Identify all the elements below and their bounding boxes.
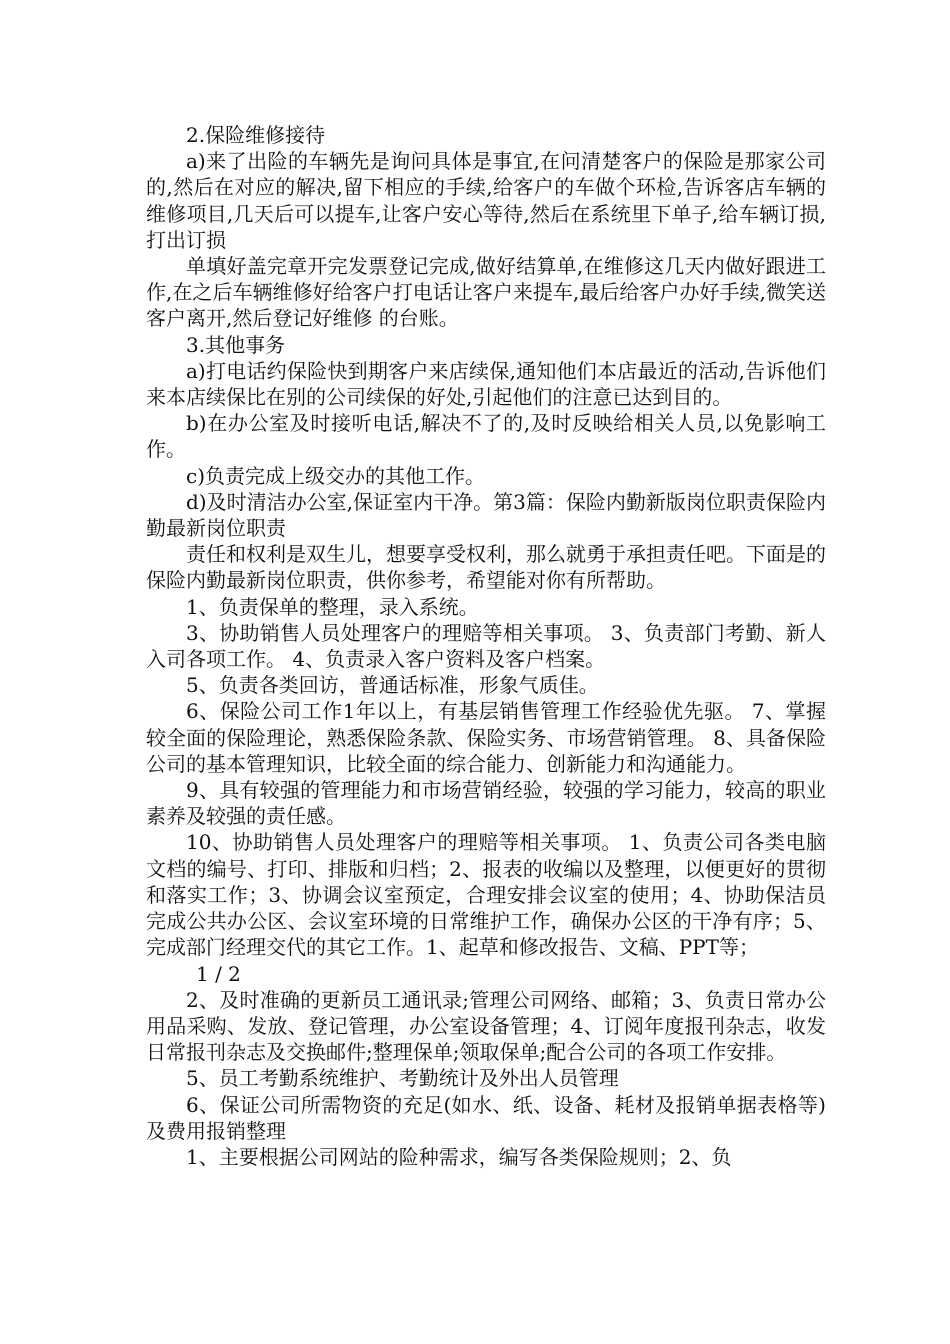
paragraph-other-b: b)在办公室及时接听电话,解决不了的,及时反映给相关人员,以免影响工作。 [146,411,826,462]
paragraph-duty-9: 9、具有较强的管理能力和市场营销经验，较强的学习能力，较高的职业素养及较强的责任感。 [146,778,826,829]
paragraph-admin-2: 2、及时准确的更新员工通讯录;管理公司网络、邮箱；3、负责日常办公用品采购、发放、登记管理，办公室设备管理；4、订阅年度报刊杂志，收发日常报刊杂志及交换邮件;整理保单;领取保单;配合公司的各项工作安排。 [146,987,826,1065]
paragraph-duty-3: 3、协助销售人员处理客户的理赔等相关事项。 3、负责部门考勤、新人入司各项工作。 4、负责录入客户资料及客户档案。 [146,620,826,672]
paragraph-duty-6: 6、保险公司工作1年以上，有基层销售管理工作经验优先驱。 7、掌握较全面的保险理论，熟悉保险条款、保险实务、市场营销管理。 8、具备保险公司的基本管理知识，比较全面的综合能力、创新能力和沟通能力。 [146,699,826,776]
document-body [146,122,826,1170]
paragraph-rules-1: 1、主要根据公司网站的险种需求，编写各类保险规则；2、负 [186,1144,732,1169]
paragraph-duty-5: 5、负责各类回访，普通话标准，形象气质佳。 [186,673,599,698]
paragraph-admin-6: 6、保证公司所需物资的充足(如水、纸、设备、耗材及报销单据表格等)及费用报销整理 [146,1092,826,1143]
paragraph-admin-5: 5、员工考勤系统维护、考勤统计及外出人员管理 [186,1066,619,1091]
paragraph-duty-10: 10、协助销售人员处理客户的理赔等相关事项。 1、负责公司各类电脑文档的编号、打印、排版和归档；2、报表的收编以及整理，以便更好的贯彻和落实工作；3、协调会议室预定，合理安排会议室的使用；4、协助保洁员完成公共办公区、会议室环境的日常维护工作，确保办公区的干净有序；5、完成部门经理交代的其它工作。1、起草和修改报告、文稿、PPT等； [146,830,826,960]
paragraph-maintenance-continued: 单填好盖完章开完发票登记完成,做好结算单,在维修这几天内做好跟进工作,在之后车辆维修好给客户打电话让客户来提车,最后给客户办好手续,微笑送客户离开,然后登记好维修 的台账。 [146,254,826,331]
paragraph-other-c: c)负责完成上级交办的其他工作。 [186,463,486,488]
paragraph-other-d: d)及时清洁办公室,保证室内干净。第3篇：保险内勤新版岗位职责保险内勤最新岗位职责 [146,489,826,541]
paragraph-intro: 责任和权利是双生儿，想要享受权利，那么就勇于承担责任吧。下面是的保险内勤最新岗位职责，供你参考，希望能对你有所帮助。 [146,542,826,593]
paragraph-duty-1: 1、负责保单的整理，录入系统。 [186,594,479,619]
section-heading-other-affairs: 3.其他事务 [186,332,286,357]
paragraph-maintenance-a: a)来了出险的车辆先是询问具体是事宜,在问清楚客户的保险是那家公司的,然后在对应的解决,留下相应的手续,给客户的车做个环检,告诉客店车辆的维修项目,几天后可以提车,让客户安心等待,然后在系统里下单子,给车辆订损,打出订损 [146,149,826,252]
section-heading-maintenance: 2.保险维修接待 [186,123,326,147]
page-number: 1 / 2 [196,961,241,986]
paragraph-other-a: a)打电话约保险快到期客户来店续保,通知他们本店最近的活动,告诉他们来本店续保比在别的公司续保的好处,引起他们的注意已达到目的。 [146,358,826,410]
